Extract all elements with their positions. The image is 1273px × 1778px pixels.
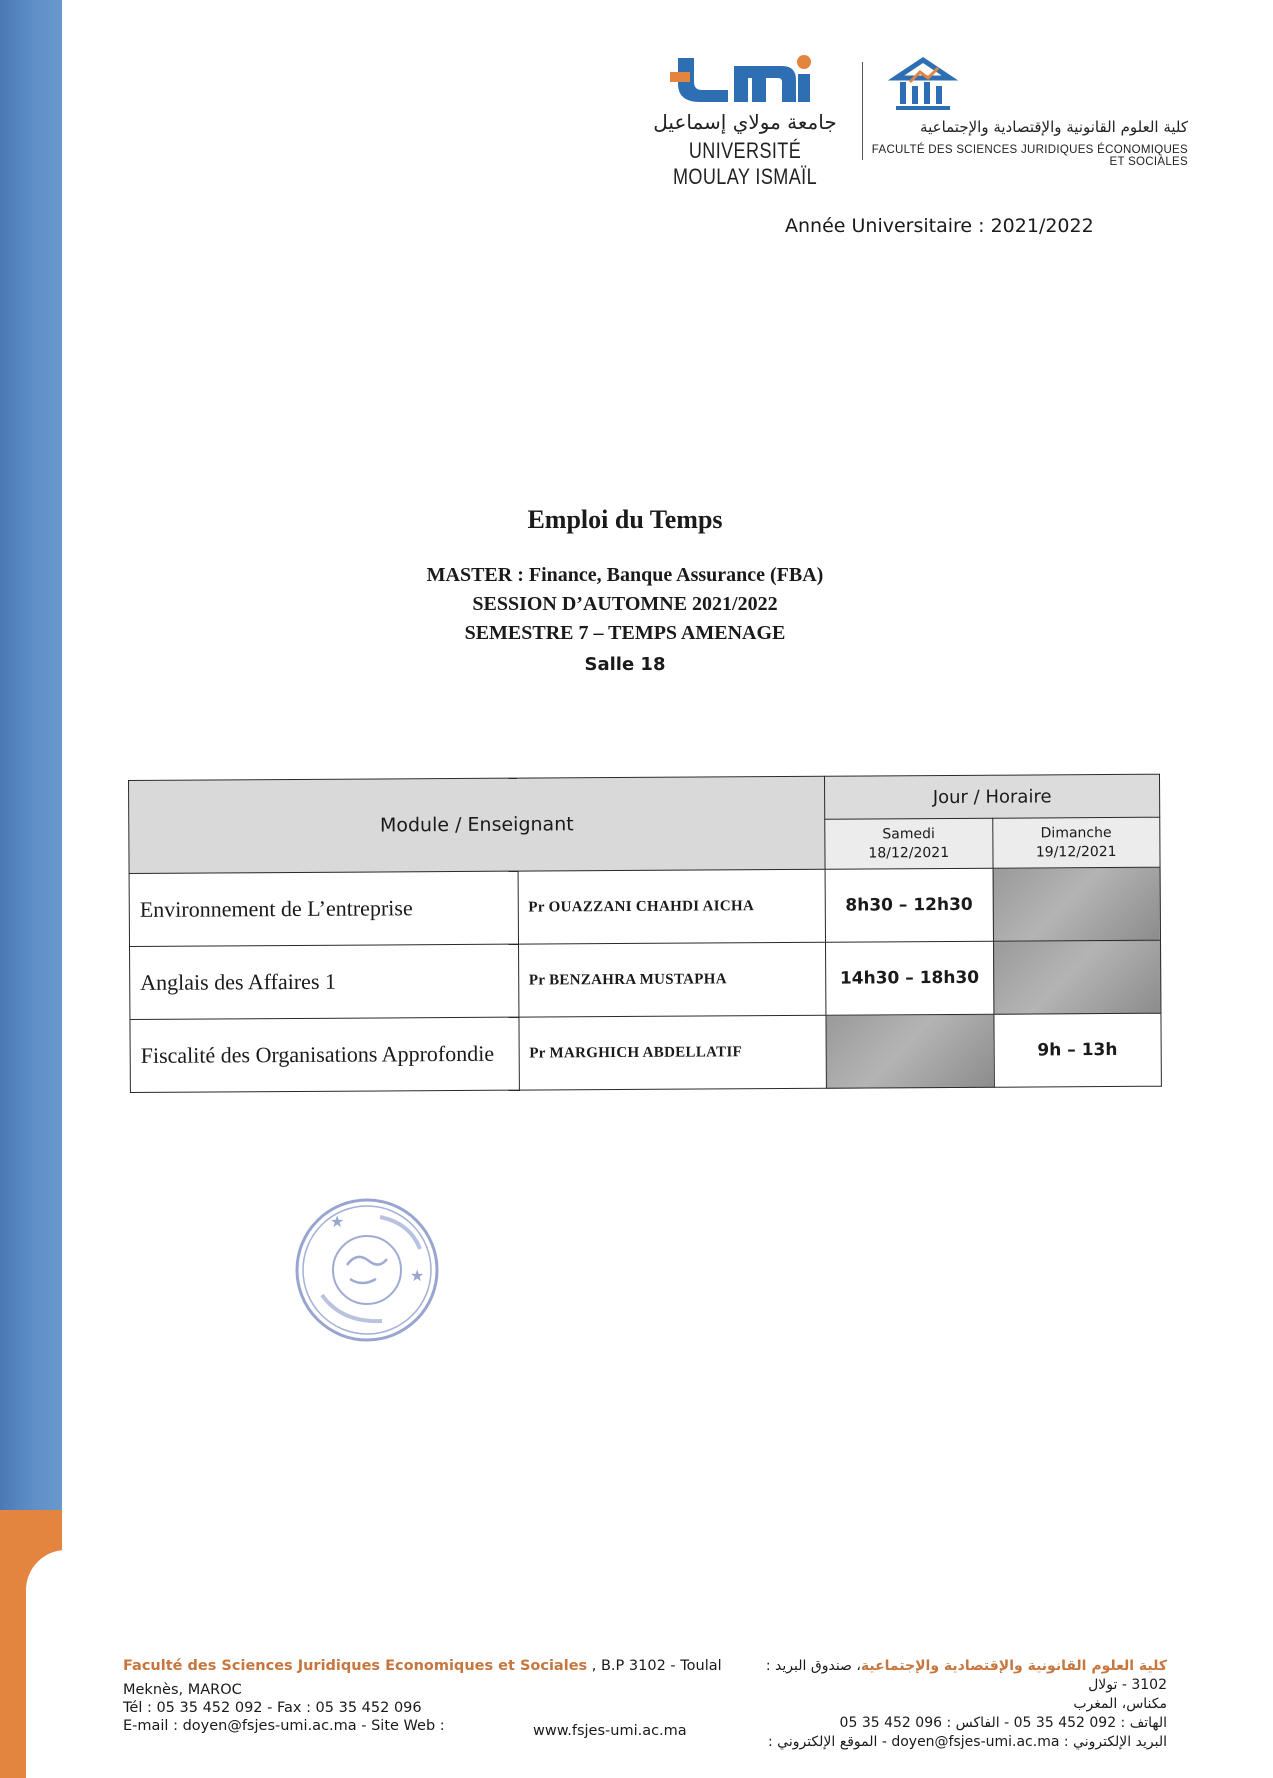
header-jour-horaire: Jour / Horaire	[825, 774, 1160, 819]
umi-latin-name: UNIVERSITÉ MOULAY ISMAÏL	[672, 138, 818, 189]
table-row	[130, 1013, 1161, 1092]
schedule-dimanche-empty	[993, 940, 1161, 1014]
schedule-dimanche: 9h – 13h	[993, 1013, 1161, 1087]
header-divider	[862, 62, 863, 160]
footer-faculty-name: Faculté des Sciences Juridiques Economiques et Sociales	[123, 1658, 588, 1674]
schedule-dimanche-empty	[993, 867, 1161, 941]
footer-right-arabic	[735, 1657, 1167, 1752]
footer-tel-fax: Tél : 05 35 452 092 - Fax : 05 35 452 096	[123, 1700, 422, 1716]
day-date: 18/12/2021	[868, 844, 950, 862]
teacher-name: Pr BENZAHRA MUSTAPHA	[518, 942, 826, 1017]
table-row	[130, 940, 1161, 1019]
day-name: Samedi	[882, 825, 935, 843]
footer-arabic-email: البريد الإلكتروني : doyen@fsjes-umi.ac.ma - الموقع الإلكتروني :	[767, 1734, 1167, 1750]
umi-logo-mark	[670, 52, 820, 108]
timetable	[128, 774, 1162, 1093]
faculty-emblem-icon	[888, 56, 958, 112]
table-row	[129, 867, 1160, 946]
umi-logo	[640, 52, 850, 189]
footer-arabic-bp: ، صندوق البريد : 3102 - تولال	[765, 1658, 1167, 1693]
footer-city: Meknès, MAROC	[123, 1682, 242, 1698]
header-day-samedi	[825, 819, 993, 870]
footer-arabic-city: مكناس، المغرب	[1073, 1696, 1167, 1712]
schedule-samedi-empty	[826, 1014, 994, 1088]
header-module-enseignant: Module / Enseignant	[129, 776, 826, 873]
module-name: Anglais des Affaires 1	[130, 944, 519, 1019]
schedule-samedi: 14h30 – 18h30	[826, 941, 994, 1015]
semestre-title: SEMESTRE 7 – TEMPS AMENAGE	[464, 622, 786, 644]
teacher-name: Pr MARGHICH ABDELLATIF	[519, 1015, 827, 1090]
footer-website-link[interactable]: www.fsjes-umi.ac.ma	[533, 1723, 687, 1739]
umi-arabic-name: جامعة مولاي إسماعيل	[653, 110, 837, 134]
title-block	[330, 505, 920, 675]
footer-arabic-faculty: كلية العلوم القانونية والإقتصادية والإجتماعية	[860, 1658, 1167, 1674]
teacher-name: Pr OUAZZANI CHAHDI AICHA	[518, 869, 826, 944]
module-name: Fiscalité des Organisations Approfondie	[130, 1017, 519, 1092]
page-title: Emploi du Temps	[527, 505, 723, 534]
side-orange-decoration	[0, 1510, 62, 1778]
day-date: 19/12/2021	[1035, 843, 1117, 861]
footer-arabic-tel: الهاتف : 092 452 35 05 - الفاكس : 096 452 35 05	[839, 1715, 1167, 1731]
salle-label: Salle 18	[584, 654, 666, 675]
schedule-samedi: 8h30 – 12h30	[825, 868, 993, 942]
module-name: Environnement de L’entreprise	[129, 871, 518, 946]
footer-bp: , B.P 3102 - Toulal	[587, 1658, 722, 1674]
faculty-logo	[868, 56, 1188, 166]
official-stamp	[292, 1195, 442, 1345]
faculty-arabic-name: كلية العلوم القانونية والإقتصادية والإجتماعية	[920, 118, 1188, 136]
faculty-latin-name: FACULTÉ DES SCIENCES JURIDIQUES ÉCONOMIQUES ET SOCIALES	[871, 144, 1188, 168]
svg-text:★: ★	[410, 1268, 425, 1285]
academic-year: Année Universitaire : 2021/2022	[785, 215, 1094, 237]
footer-email: E-mail : doyen@fsjes-umi.ac.ma - Site Web :	[123, 1718, 445, 1734]
header-day-dimanche	[992, 818, 1160, 869]
day-name: Dimanche	[1040, 824, 1112, 842]
master-title: MASTER : Finance, Banque Assurance (FBA)	[426, 564, 824, 586]
svg-text:★: ★	[330, 1214, 345, 1231]
session-title: SESSION D’AUTOMNE 2021/2022	[472, 593, 778, 615]
